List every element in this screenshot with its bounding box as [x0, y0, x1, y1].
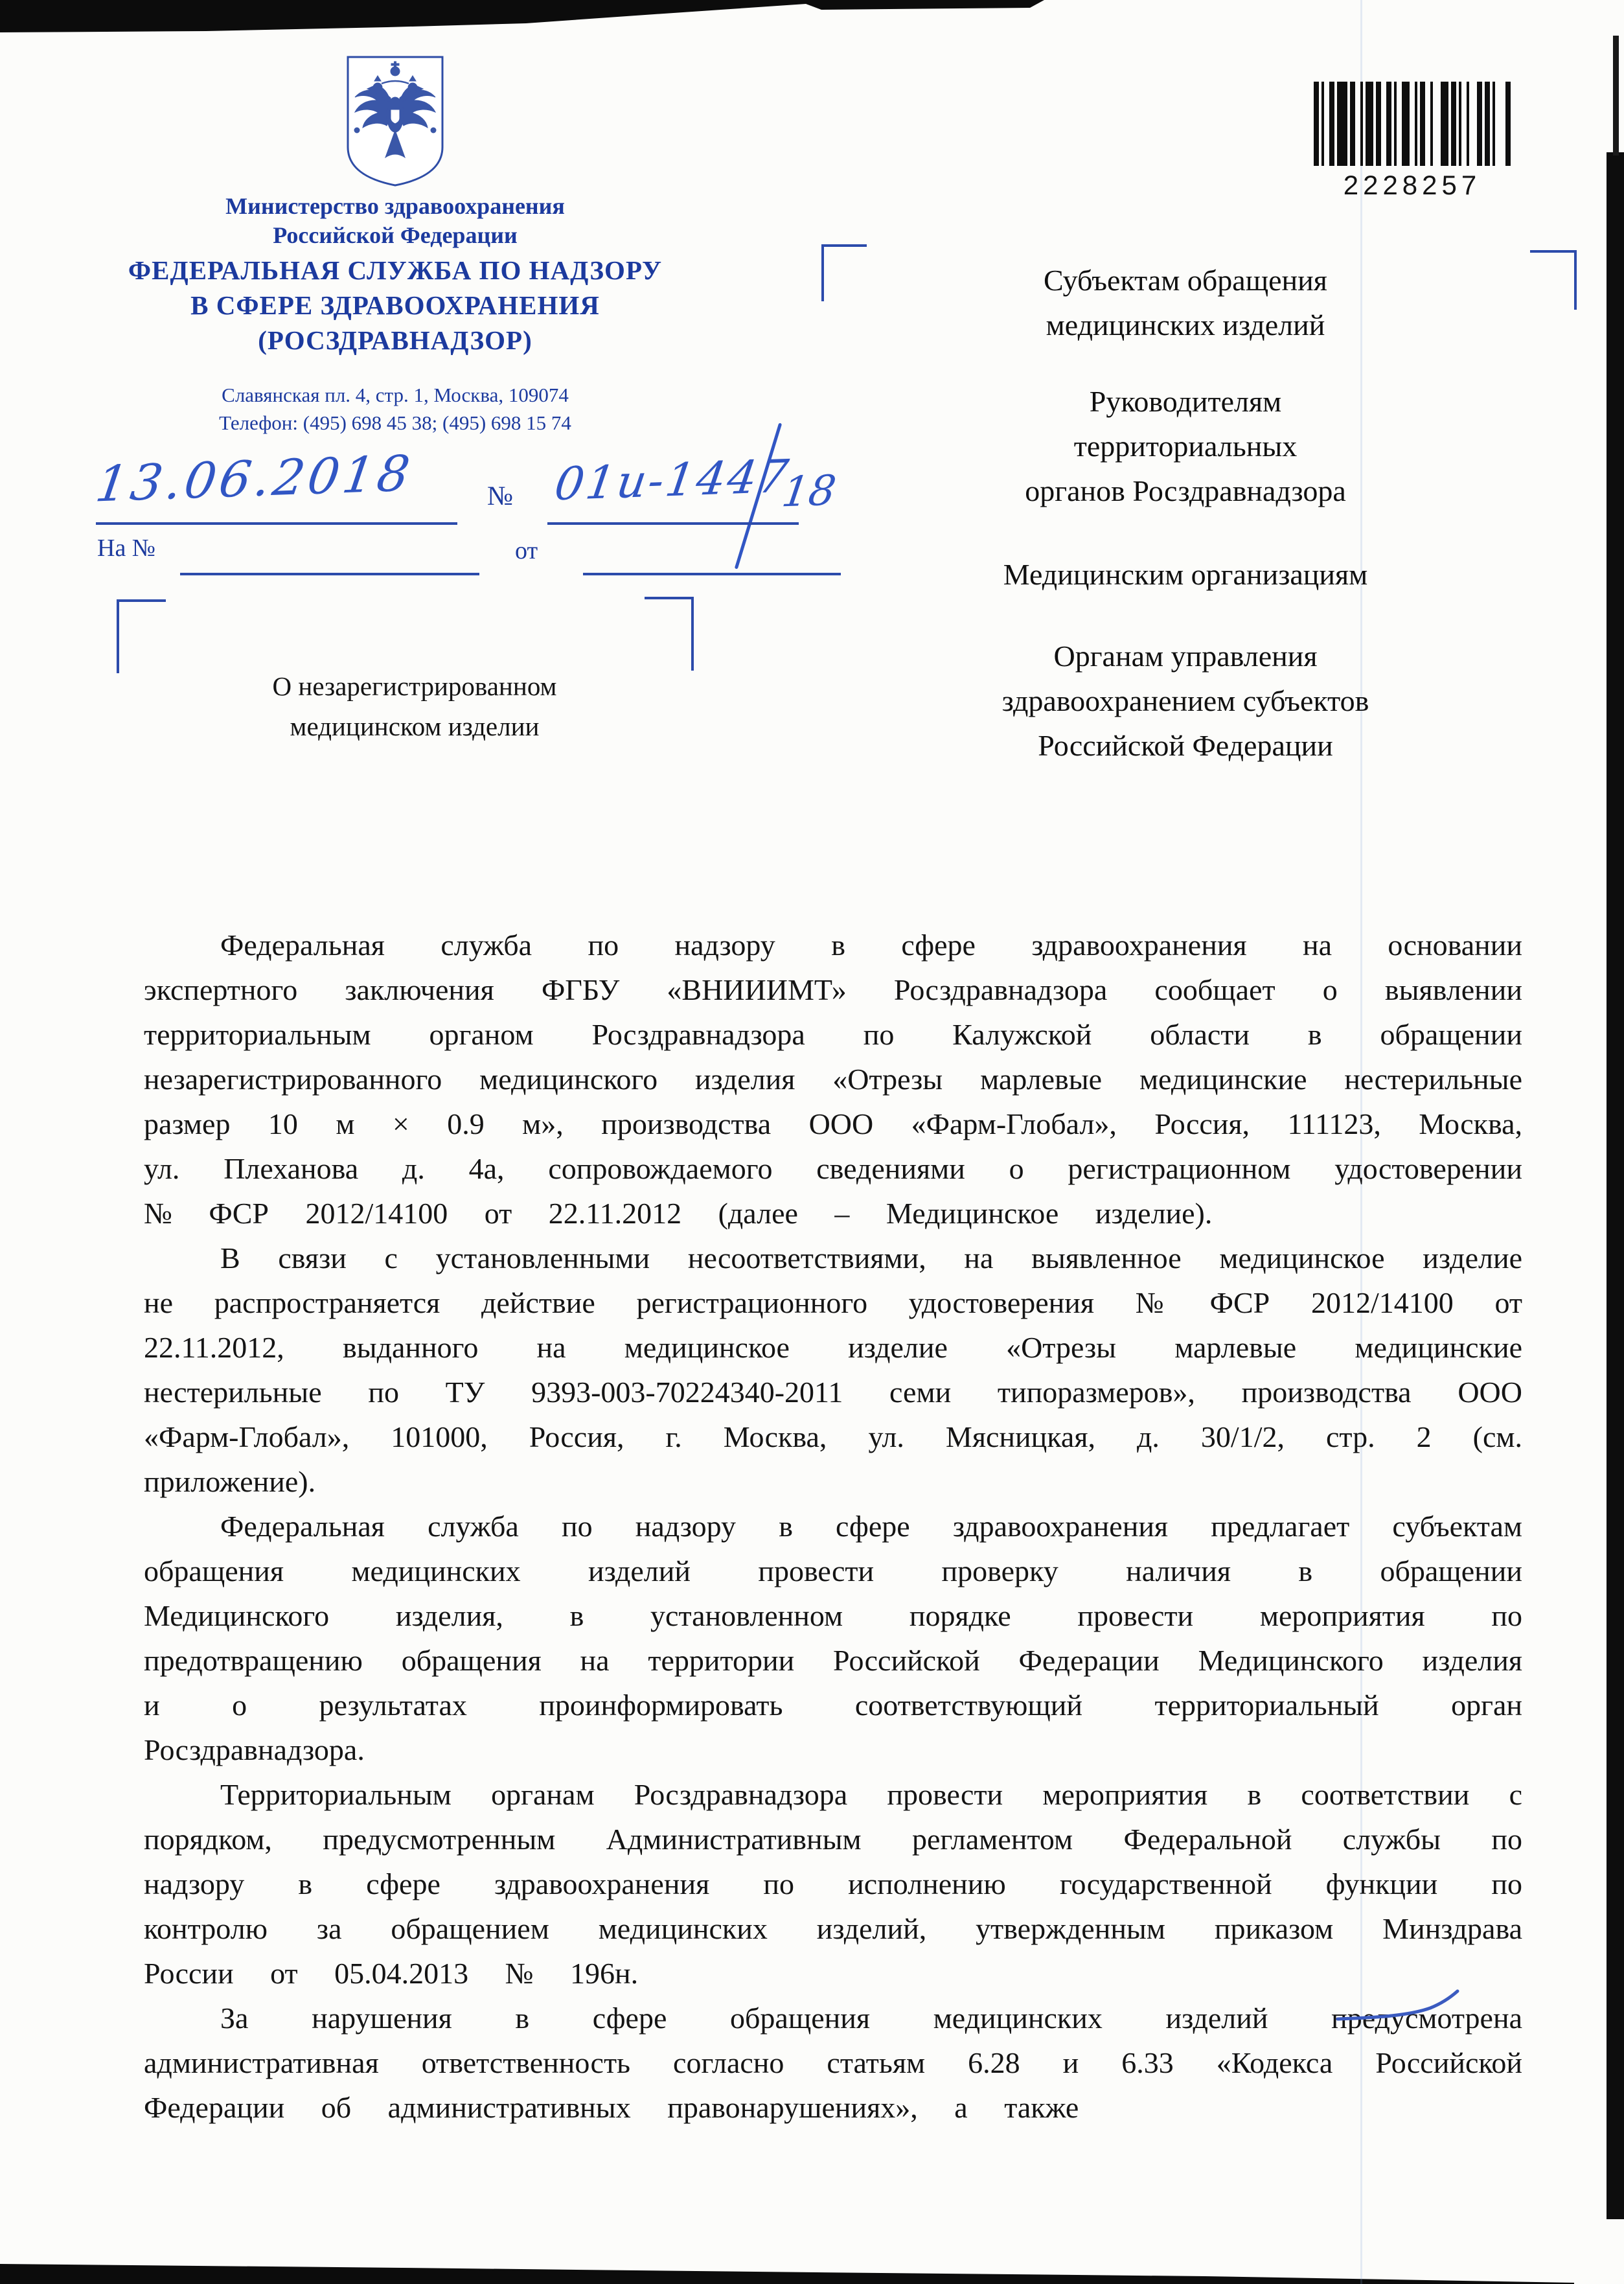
handwritten-number-suffix: 18 — [779, 467, 839, 517]
body-paragraph-3: Федеральная служба по надзору в сфере здравоохранения предлагает субъектам обращения медицинских изделий провести проверку наличия в обращении Медицинского изделия, в установленном порядке провести мероприятия по предотвращению обращения на территории Российской Федерации Медицинского изделия и о результатах проинформировать соответствующий территориальный орган Росздравнадзора. — [144, 1510, 1522, 1766]
scan-artifact-right-edge-thin — [1613, 36, 1619, 156]
number-sign: № — [487, 481, 514, 511]
ministry-name — [136, 192, 654, 250]
body-paragraph-1: Федеральная служба по надзору в сфере здравоохранения на основании экспертного заключения ФГБУ «ВНИИИМТ» Росздравнадзора сообщает о выявлении территориальным органом Росздравнадзора по Калужской области в обращении незарегистрированного медицинского изделия «Отрезы марлевые медицинские нестерильные размер 10 м × 0.9 м», производства ООО «Фарм-Глобал», Россия, 111123, Москва, ул. Плеханова д. 4а, сопровождаемого сведениями о регистрационном удостоверении № ФСР 2012/14100 от 22.11.2012 (далее – Медицинское изделие). — [144, 929, 1522, 1230]
number-underline — [547, 522, 799, 525]
scan-artifact-right-edge — [1607, 152, 1624, 2219]
service-name-line3: (РОСЗДРАВНАДЗОР) — [258, 325, 532, 355]
recipient-line: Медицинским организациям — [1003, 558, 1368, 591]
service-name — [107, 253, 683, 358]
recipient-line: Субъектам обращения — [1044, 264, 1327, 297]
reply-from-underline — [583, 573, 841, 575]
reply-number-underline — [180, 573, 479, 575]
recipient-line: Российской Федерации — [1038, 729, 1333, 762]
letterhead-phone: Телефон: (495) 698 45 38; (495) 698 15 74 — [219, 411, 571, 434]
pen-check-mark-icon — [1334, 1988, 1464, 2028]
handwritten-number: 01и-1447 — [551, 449, 794, 511]
recipient-line: территориальных — [1073, 430, 1298, 463]
letterhead-contacts — [136, 381, 654, 437]
date-underline — [96, 522, 457, 525]
body-paragraph-5: За нарушения в сфере обращения медицинских изделий предусмотрена административная ответственность согласно статьям 6.28 и 6.33 «Кодекса Российской Федерации об административных правонарушениях», а также — [144, 2001, 1522, 2124]
letter-body — [144, 923, 1522, 2130]
barcode-bars-icon — [1309, 82, 1516, 166]
reply-from-label: от — [515, 537, 538, 564]
recipient-zone-bracket-left — [821, 244, 867, 301]
recipient-line: органов Росздравнадзора — [1025, 474, 1346, 507]
recipient-line: здравоохранением субъектов — [1001, 684, 1369, 717]
barcode-number: 2228257 — [1343, 170, 1481, 200]
recipient-block-1 — [897, 258, 1474, 347]
coat-of-arms-icon — [341, 54, 449, 188]
recipient-block-3 — [897, 552, 1474, 597]
letter-subject-line2: медицинском изделии — [290, 711, 540, 741]
scan-artifact-bottom-edge — [0, 2247, 1624, 2284]
body-paragraph-4: Территориальным органам Росздравнадзора провести мероприятия в соответствии с порядком, предусмотренным Административным регламентом Федеральной службы по надзору в сфере здравоохранения по исполнению государственной функции по контролю за обращением медицинских изделий, утвержденным приказом Минздрава России от 05.04.2013 № 196н. — [144, 1778, 1522, 1990]
recipient-zone-bracket-right — [1530, 250, 1577, 310]
ministry-name-line1: Министерство здравоохранения — [225, 193, 565, 219]
scan-artifact-top-edge — [0, 0, 1624, 39]
recipient-line: Органам управления — [1053, 640, 1318, 673]
recipient-block-2 — [897, 379, 1474, 513]
barcode — [1309, 82, 1516, 201]
service-name-line2: В СФЕРЕ ЗДРАВООХРАНЕНИЯ — [190, 290, 600, 320]
subject-zone-bracket-right — [645, 597, 694, 671]
body-paragraph-2: В связи с установленными несоответствиями, на выявленное медицинское изделие не распространяется действие регистрационного удостоверения № ФСР 2012/14100 от 22.11.2012, выданного на медицинское изделие «Отрезы марлевые медицинские нестерильные по ТУ 9393-003-70224340-2011 семи типоразмеров», производства ООО «Фарм-Глобал», 101000, Россия, г. Москва, ул. Мясницкая, д. 30/1/2, стр. 2 (см. приложение). — [144, 1241, 1522, 1498]
handwritten-date: 13.06.2018 — [92, 444, 417, 513]
recipient-line: медицинских изделий — [1046, 308, 1325, 341]
subject-zone-bracket-left — [117, 599, 166, 673]
letter-subject-line1: О незарегистрированном — [272, 671, 557, 701]
ministry-name-line2: Российской Федерации — [273, 222, 518, 248]
recipient-block-4 — [897, 634, 1474, 768]
letterhead-address: Славянская пл. 4, стр. 1, Москва, 109074 — [222, 384, 569, 406]
service-name-line1: ФЕДЕРАЛЬНАЯ СЛУЖБА ПО НАДЗОРУ — [128, 255, 663, 285]
recipient-line: Руководителям — [1089, 385, 1282, 418]
reply-number-label: На № — [97, 535, 156, 562]
letter-subject — [136, 666, 693, 746]
